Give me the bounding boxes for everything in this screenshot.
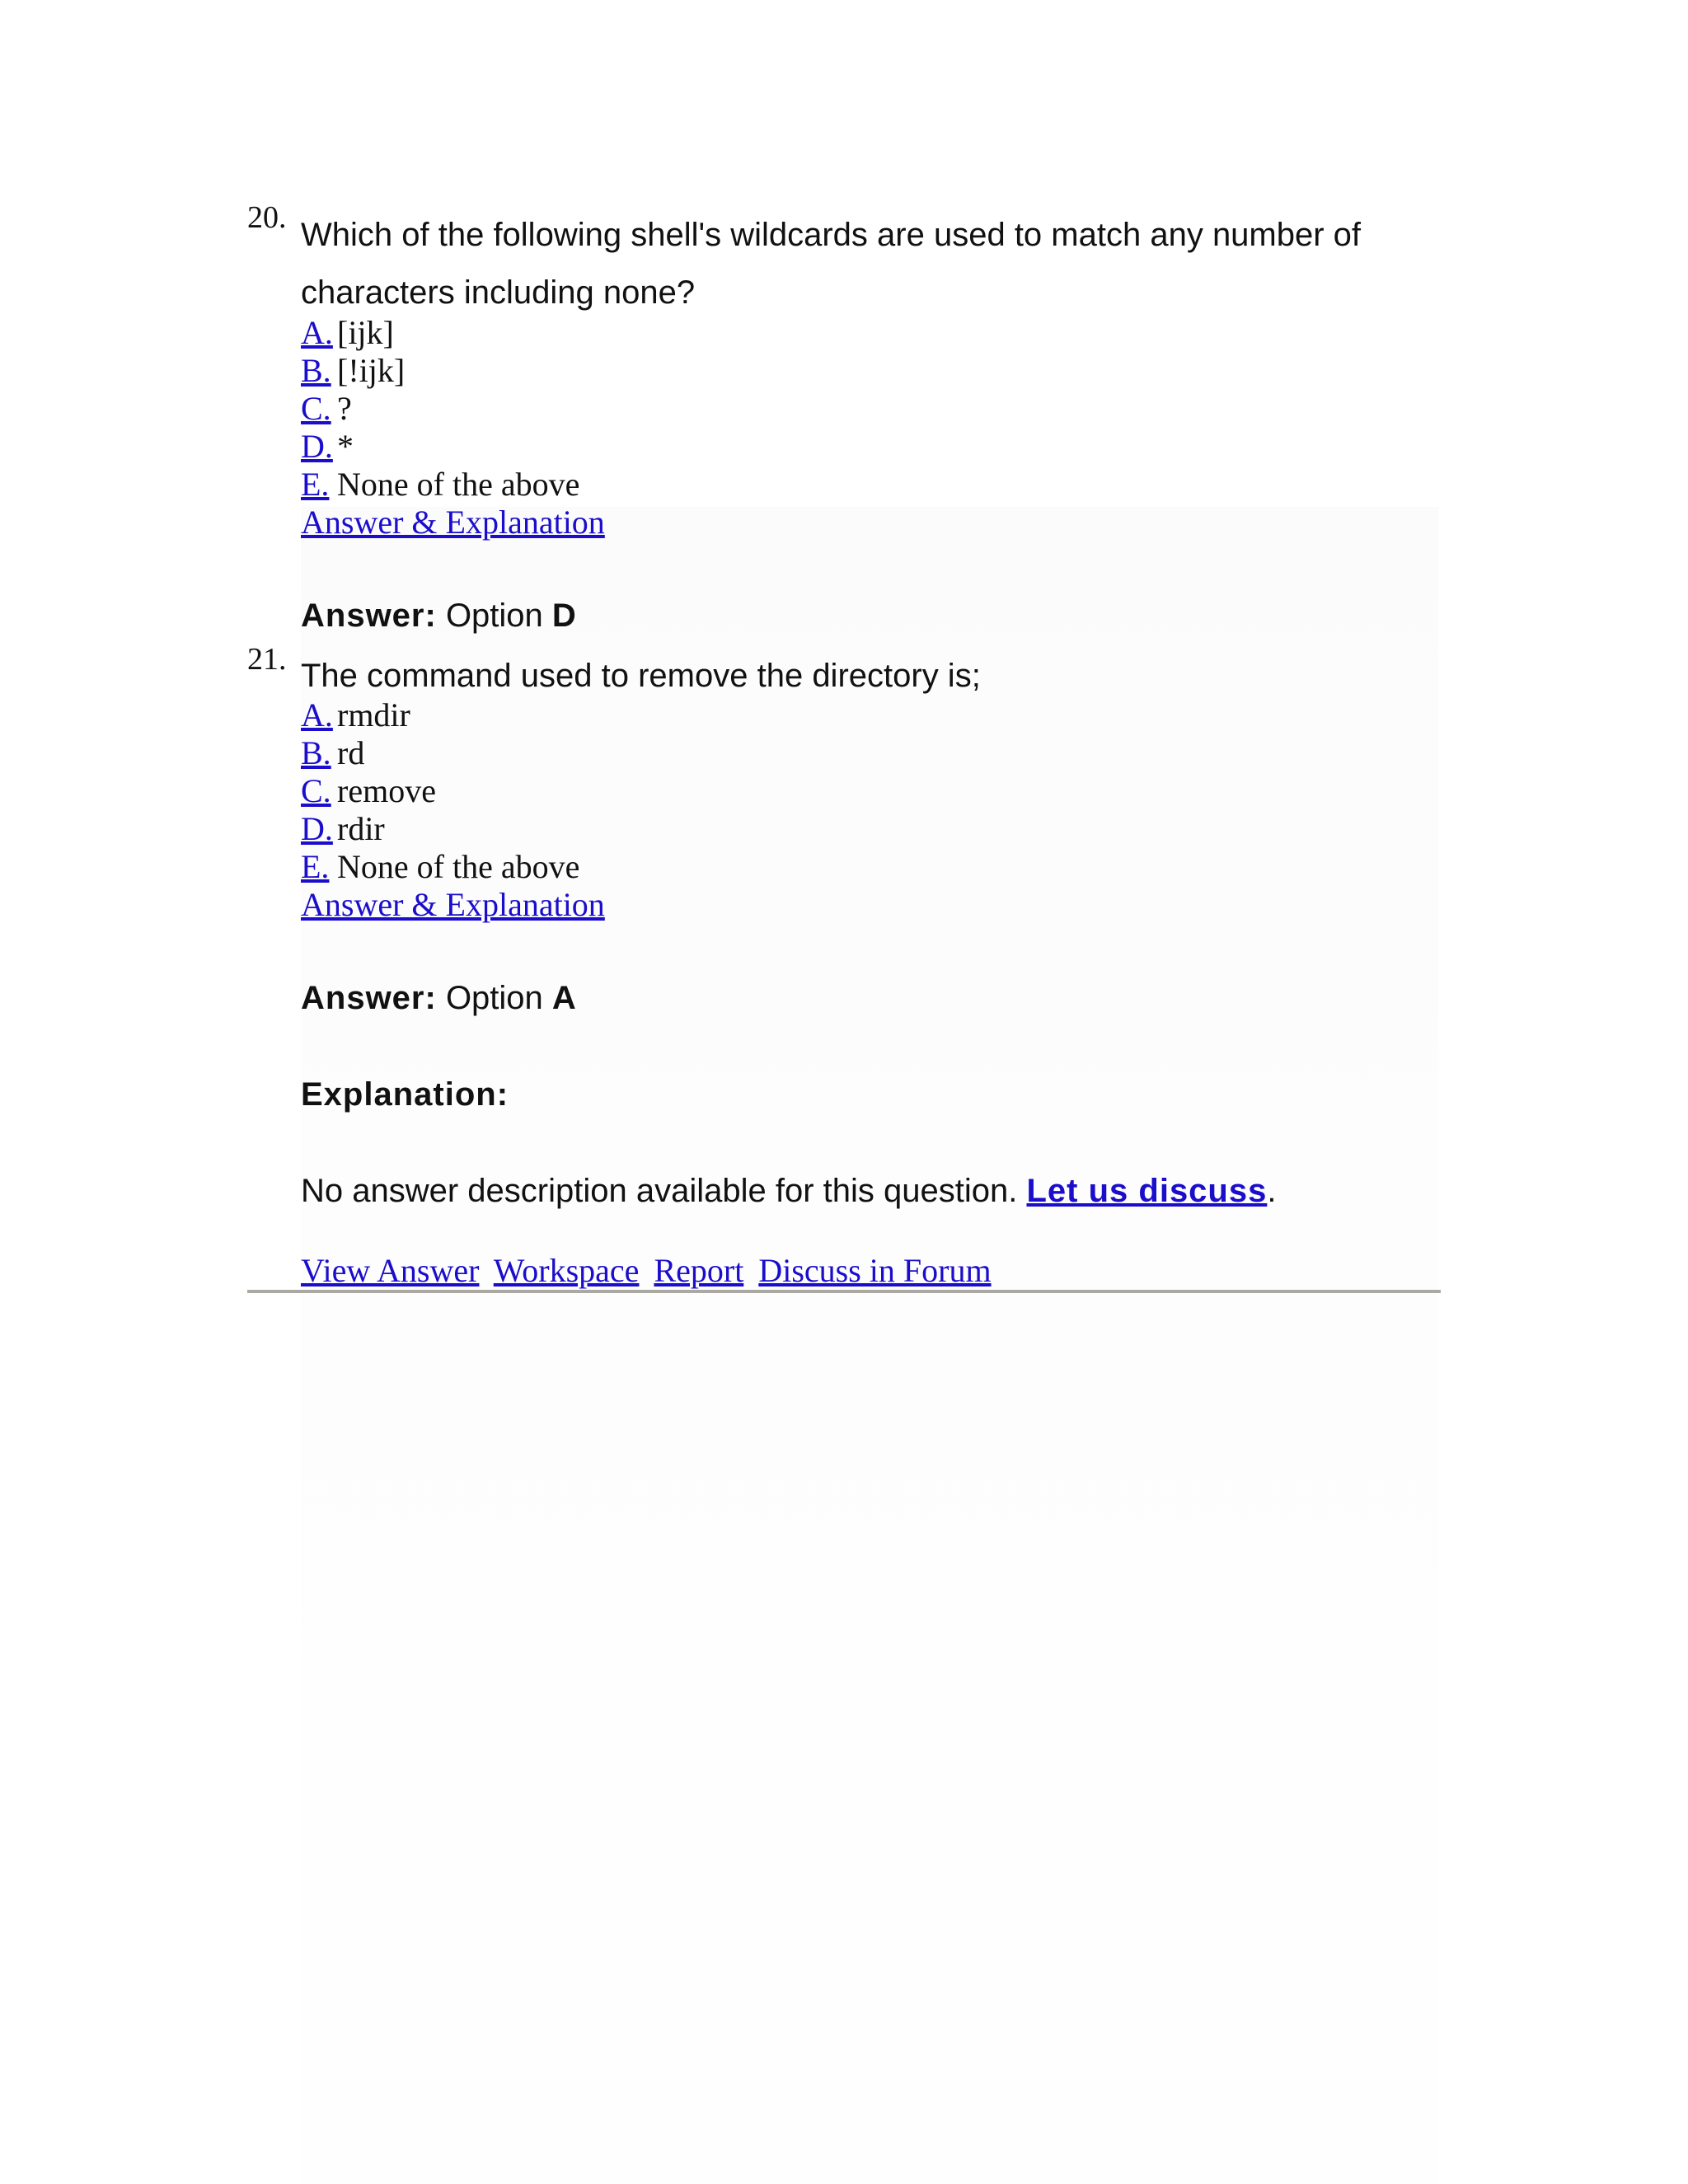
option-a-text: [ijk] — [337, 314, 394, 351]
option-c-link[interactable]: C. — [301, 772, 331, 809]
answer-explanation-link[interactable]: Answer & Explanation — [301, 504, 605, 541]
question-footer-links — [301, 1251, 998, 1290]
option-a-link[interactable]: A. — [301, 314, 333, 351]
question-21-text: The command used to remove the directory is; — [301, 658, 981, 694]
question-21-options — [301, 696, 605, 924]
answer-label: Answer: — [301, 598, 437, 634]
explanation-description — [301, 1173, 1276, 1210]
option-e — [301, 848, 605, 886]
question-20-answer — [301, 598, 577, 635]
question-21-number: 21. — [247, 642, 287, 677]
option-b — [301, 734, 605, 772]
option-c-link[interactable]: C. — [301, 390, 331, 427]
option-e-text: None of the above — [337, 466, 580, 503]
option-c-text: ? — [337, 390, 352, 427]
option-a — [301, 696, 605, 734]
answer-explanation-link[interactable]: Answer & Explanation — [301, 886, 605, 923]
horizontal-divider — [247, 1290, 1441, 1293]
option-b-link[interactable]: B. — [301, 734, 331, 771]
answer-explanation-row — [301, 886, 605, 924]
option-a — [301, 314, 605, 352]
question-20-options — [301, 314, 605, 541]
option-e-link[interactable]: E. — [301, 848, 330, 885]
option-d-text: rdir — [337, 810, 385, 847]
question-20-text: Which of the following shell's wildcards are used to match any number of characters including none? — [301, 217, 1362, 311]
option-d-link[interactable]: D. — [301, 810, 333, 847]
answer-prefix: Option — [445, 980, 543, 1016]
discuss-in-forum-link[interactable]: Discuss in Forum — [758, 1252, 992, 1289]
answer-value: D — [551, 598, 577, 634]
option-b-link[interactable]: B. — [301, 352, 331, 389]
answer-value: A — [551, 980, 577, 1016]
explanation-label: Explanation: — [301, 1076, 509, 1113]
workspace-link[interactable]: Workspace — [493, 1252, 640, 1289]
question-21-answer — [301, 980, 577, 1017]
option-c — [301, 772, 605, 810]
option-d-text: * — [337, 428, 354, 465]
explanation-text: No answer description available for this question. — [301, 1173, 1018, 1209]
option-e — [301, 466, 605, 504]
option-b — [301, 352, 605, 390]
report-link[interactable]: Report — [654, 1252, 744, 1289]
option-b-text: rd — [337, 734, 365, 771]
option-b-text: [!ijk] — [337, 352, 406, 389]
explanation-heading — [301, 1076, 509, 1113]
option-d — [301, 810, 605, 848]
option-a-link[interactable]: A. — [301, 696, 333, 733]
view-answer-link[interactable]: View Answer — [301, 1252, 480, 1289]
answer-explanation-row — [301, 504, 605, 541]
explanation-period: . — [1267, 1173, 1277, 1209]
option-c-text: remove — [337, 772, 436, 809]
answer-label: Answer: — [301, 980, 437, 1016]
let-us-discuss-link[interactable]: Let us discuss — [1026, 1173, 1268, 1209]
option-d — [301, 428, 605, 466]
option-d-link[interactable]: D. — [301, 428, 333, 465]
option-c — [301, 390, 605, 428]
option-e-text: None of the above — [337, 848, 580, 885]
option-a-text: rmdir — [337, 696, 410, 733]
option-e-link[interactable]: E. — [301, 466, 330, 503]
answer-prefix: Option — [445, 598, 543, 634]
question-20-number: 20. — [247, 200, 287, 235]
